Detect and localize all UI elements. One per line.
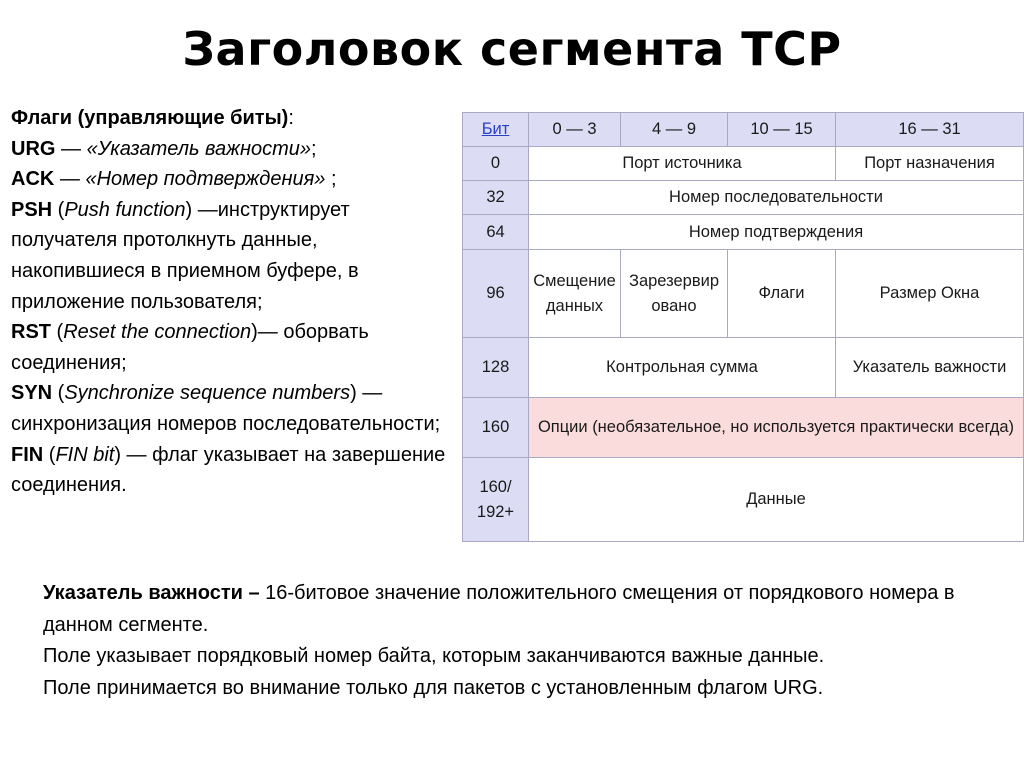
flag-fin-abbr: FIN	[11, 443, 44, 466]
flags-description	[11, 103, 451, 501]
options-cell: Опции (необязательное, но используется практически всегда)	[529, 398, 1024, 458]
flag-fin-name: FIN bit	[55, 443, 115, 466]
flag-psh-tail: ) —инструктирует получателя протолкнуть данные, накопившиеся в приемном буфере, в приложение пользователя;	[11, 198, 359, 313]
flag-ack	[11, 164, 451, 195]
flag-psh-open: (	[52, 198, 65, 221]
flag-ack-tail: ;	[325, 168, 337, 191]
flag-fin-open: (	[43, 443, 56, 466]
tcp-header-table	[462, 112, 1024, 542]
ack-number-cell: Номер подтверждения	[529, 215, 1024, 250]
source-port-cell: Порт источника	[529, 147, 836, 181]
urgent-pointer-cell: Указатель важности	[836, 338, 1024, 398]
urgent-note-term: Указатель важности –	[43, 582, 260, 604]
row-offset-160: 160	[463, 398, 529, 458]
flags-cell: Флаги	[728, 250, 836, 338]
header-col-0-3: 0 — 3	[529, 113, 621, 147]
header-col-16-31: 16 — 31	[836, 113, 1024, 147]
urgent-note-definition-text: 16-битовое значение положительного смещения от порядкового номера в данном сегменте.	[43, 582, 955, 636]
table-row	[463, 215, 1024, 250]
flag-rst	[11, 317, 451, 378]
urgent-note-definition	[43, 578, 1018, 641]
checksum-cell: Контрольная сумма	[529, 338, 836, 398]
flag-urg-dash: —	[55, 137, 87, 160]
table-row	[463, 338, 1024, 398]
row-offset-32: 32	[463, 181, 529, 215]
header-bit-cell	[463, 113, 529, 147]
table-row	[463, 398, 1024, 458]
reserved-cell: Зарезервировано	[621, 250, 728, 338]
flag-psh-name: Push function	[64, 198, 186, 221]
flag-urg-abbr: URG	[11, 137, 56, 160]
flag-rst-tail: )— оборвать соединения;	[11, 321, 369, 374]
flag-urg-name: «Указатель важности»	[86, 137, 311, 160]
urgent-note-line2: Поле указывает порядковый номер байта, которым заканчиваются важные данные.	[43, 645, 825, 667]
urgent-note-line3: Поле принимается во внимание только для пакетов с установленным флагом URG.	[43, 676, 824, 699]
sequence-number-cell: Номер последовательности	[529, 181, 1024, 215]
flag-fin	[11, 440, 451, 501]
flag-syn-open: (	[52, 382, 65, 405]
flag-urg-tail: ;	[310, 137, 317, 160]
bit-link[interactable]: Бит	[481, 120, 510, 138]
data-cell: Данные	[529, 458, 1024, 542]
flags-heading: Флаги (управляющие биты)	[11, 107, 289, 129]
flag-ack-name: «Номер подтверждения»	[85, 168, 326, 191]
data-offset-cell: Смещение данных	[529, 250, 621, 338]
row-offset-0: 0	[463, 147, 529, 181]
row-offset-128: 128	[463, 338, 529, 398]
table-row	[463, 458, 1024, 542]
row-offset-64: 64	[463, 215, 529, 250]
flag-urg	[11, 134, 451, 165]
flags-heading-colon: :	[288, 107, 294, 129]
flag-ack-abbr: ACK	[11, 168, 55, 191]
urgent-pointer-note	[43, 578, 1018, 704]
flag-rst-abbr: RST	[11, 321, 51, 344]
table-row	[463, 181, 1024, 215]
row-offset-96: 96	[463, 250, 529, 338]
flag-ack-dash: —	[54, 168, 86, 191]
page-title: Заголовок сегмента TCP	[182, 22, 842, 76]
window-size-cell: Размер Окна	[836, 250, 1024, 338]
header-col-10-15: 10 — 15	[728, 113, 836, 147]
flag-syn-abbr: SYN	[11, 382, 53, 405]
flags-heading-line	[11, 103, 451, 134]
flag-rst-open: (	[51, 321, 64, 344]
flag-syn-tail: ) — синхронизация номеров последовательности;	[11, 382, 441, 435]
table-row	[463, 250, 1024, 338]
table-header-row	[463, 113, 1024, 147]
flag-syn-name: Synchronize sequence numbers	[64, 382, 351, 405]
header-col-4-9: 4 — 9	[621, 113, 728, 147]
row-offset-data: 160/ 192+	[463, 458, 529, 542]
flag-fin-tail: ) — флаг указывает на завершение соединения.	[11, 443, 446, 497]
flag-syn	[11, 378, 451, 439]
flag-psh-abbr: PSH	[11, 198, 53, 221]
flag-psh	[11, 195, 451, 317]
dest-port-cell: Порт назначения	[836, 147, 1024, 181]
flag-rst-name: Reset the connection	[63, 321, 252, 344]
table-row	[463, 147, 1024, 181]
